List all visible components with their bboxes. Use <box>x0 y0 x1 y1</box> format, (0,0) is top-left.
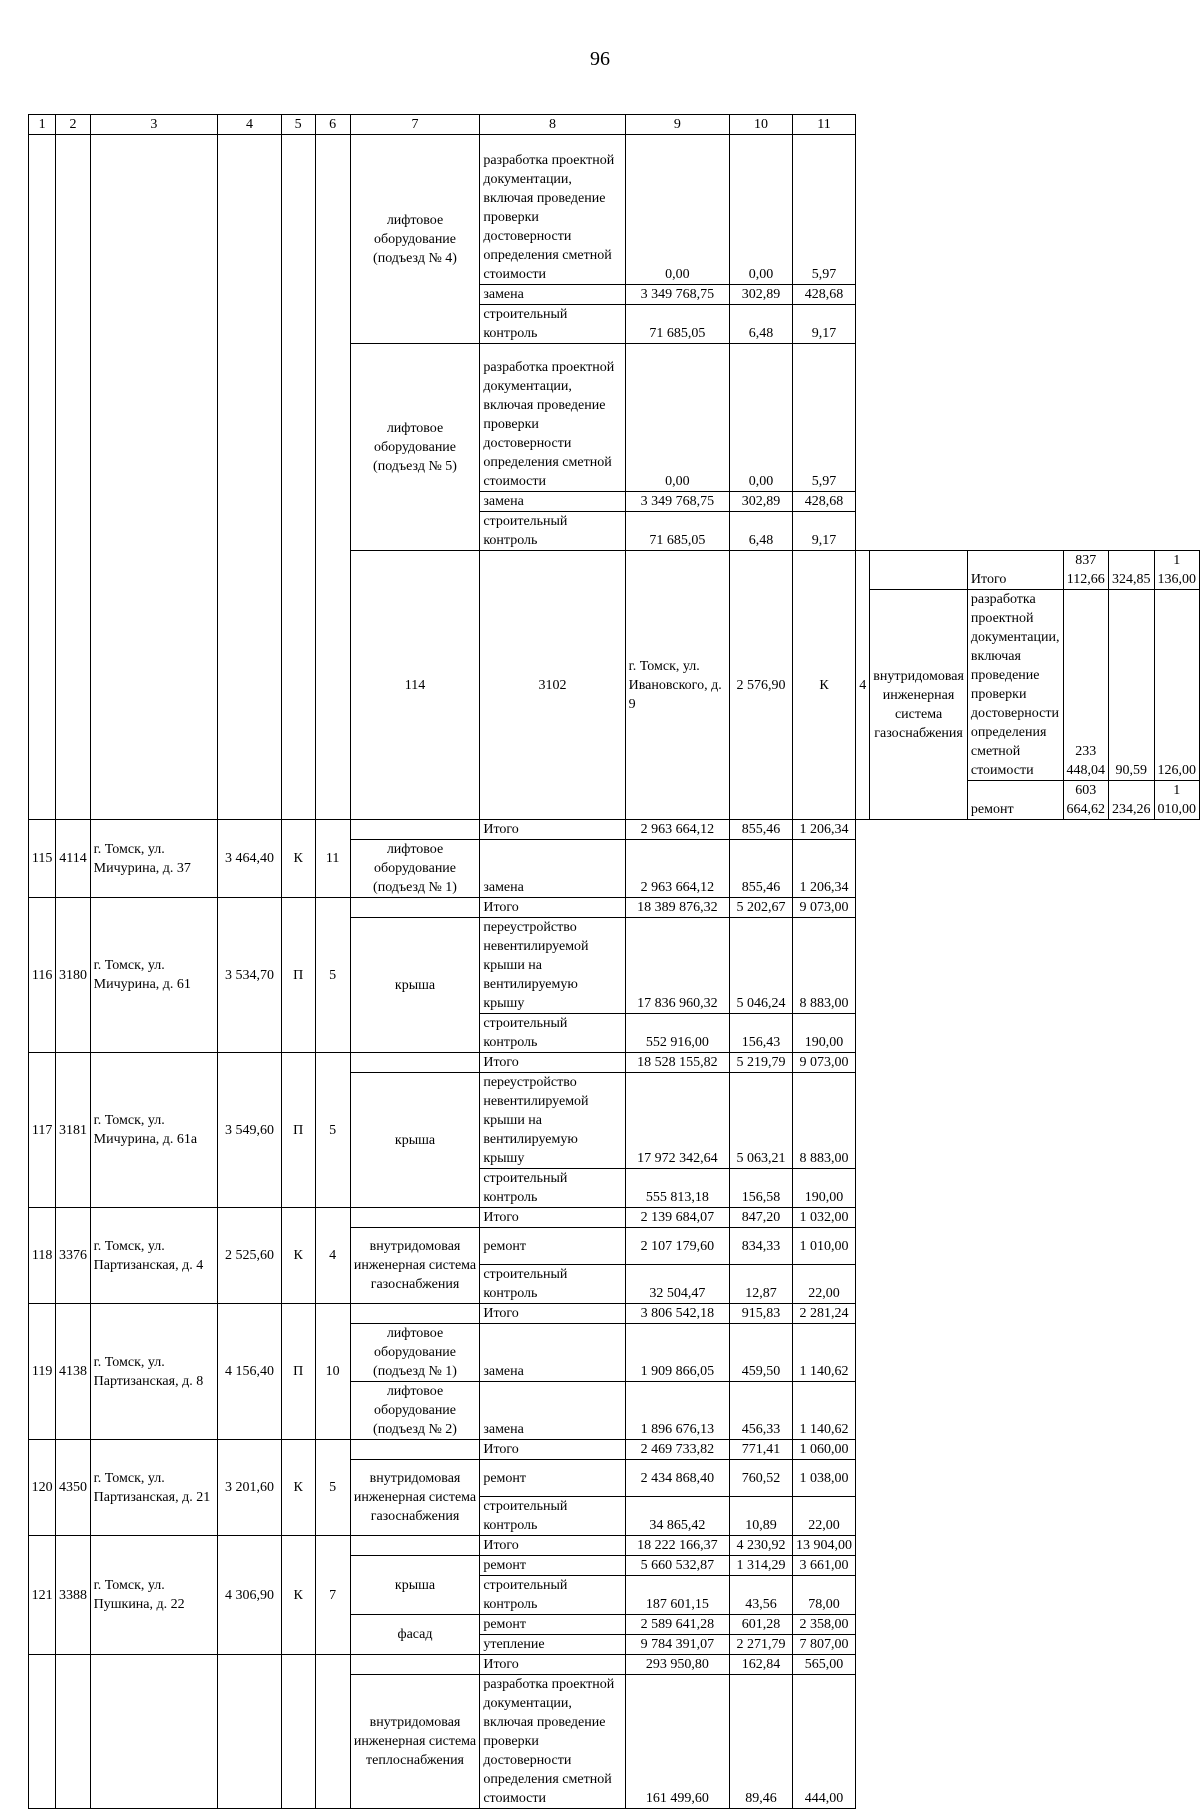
cost-per-area: 6,48 <box>730 512 793 551</box>
cost-per-area: 6,48 <box>730 305 793 344</box>
cost-per-area: 89,46 <box>730 1675 793 1809</box>
floors: 5 <box>315 898 350 1053</box>
work-type: ремонт <box>967 781 1063 820</box>
total-area: 3 201,60 <box>218 1440 282 1536</box>
element-name: крыша <box>350 1556 480 1615</box>
cost-per-area: 855,46 <box>730 840 793 898</box>
wall-type: П <box>281 1304 315 1440</box>
total-label: Итого <box>480 1208 625 1228</box>
total-label: Итого <box>480 1655 625 1675</box>
work-type: замена <box>480 840 625 898</box>
total-area: 3 534,70 <box>218 898 282 1053</box>
wall-type: П <box>281 898 315 1053</box>
work-type: переустройство невентилируемой крыши на вентилируемую крышу <box>480 1073 625 1169</box>
column-number: 11 <box>792 115 855 135</box>
repair-schedule-table <box>28 114 1200 1809</box>
cost-value: 0,00 <box>625 135 729 285</box>
wall-type: К <box>281 1208 315 1304</box>
address: г. Томск, ул. Пушкина, д. 22 <box>90 1536 218 1655</box>
cost-value: 2 139 684,07 <box>625 1208 729 1228</box>
wall-type: П <box>281 1053 315 1208</box>
cost-limit: 428,68 <box>792 492 855 512</box>
cost-value: 32 504,47 <box>625 1265 729 1304</box>
table-row <box>29 1536 1200 1556</box>
work-type: замена <box>480 1382 625 1440</box>
cost-limit: 190,00 <box>792 1014 855 1053</box>
floors: 10 <box>315 1304 350 1440</box>
cost-limit: 2 358,00 <box>792 1615 855 1635</box>
cost-per-area: 10,89 <box>730 1497 793 1536</box>
column-number-row <box>29 115 1200 135</box>
total-label: Итого <box>480 1536 625 1556</box>
cost-value: 555 813,18 <box>625 1169 729 1208</box>
element-name: лифтовое оборудование (подъезд № 5) <box>350 344 480 551</box>
wall-type: К <box>281 820 315 898</box>
cost-limit: 1 140,62 <box>792 1324 855 1382</box>
cost-value: 603 664,62 <box>1063 781 1109 820</box>
cost-per-area: 855,46 <box>730 820 793 840</box>
house-code: 4114 <box>56 820 90 898</box>
element-name: лифтовое оборудование (подъезд № 1) <box>350 840 480 898</box>
work-type: ремонт <box>480 1615 625 1635</box>
cost-limit: 1 010,00 <box>1154 781 1200 820</box>
work-type: переустройство невентилируемой крыши на вентилируемую крышу <box>480 918 625 1014</box>
house-code: 3376 <box>56 1208 90 1304</box>
cost-per-area: 5 046,24 <box>730 918 793 1014</box>
work-type: строительный контроль <box>480 1576 625 1615</box>
cost-per-area: 459,50 <box>730 1324 793 1382</box>
column-number: 5 <box>281 115 315 135</box>
house-code: 3181 <box>56 1053 90 1208</box>
cost-limit: 1 136,00 <box>1154 551 1200 590</box>
floors: 5 <box>315 1053 350 1208</box>
page-number: 96 <box>590 48 610 70</box>
cost-limit: 8 883,00 <box>792 1073 855 1169</box>
total-area: 4 306,90 <box>218 1536 282 1655</box>
element-name: крыша <box>350 918 480 1053</box>
cost-limit: 2 281,24 <box>792 1304 855 1324</box>
row-number: 115 <box>29 820 56 898</box>
work-type: разработка проектной документации, включая проведение проверки достоверности определения сметной стоимости <box>480 135 625 285</box>
row-number: 118 <box>29 1208 56 1304</box>
cost-limit: 1 140,62 <box>792 1382 855 1440</box>
table-row <box>29 820 1200 840</box>
element-name: внутридомовая инженерная система теплоснабжения <box>350 1675 480 1809</box>
address: г. Томск, ул. Ивановского, д. 9 <box>625 551 729 820</box>
cost-per-area: 915,83 <box>730 1304 793 1324</box>
table-row <box>29 135 1200 285</box>
element-name: внутридомовая инженерная система газоснабжения <box>350 1228 480 1304</box>
cost-per-area: 4 230,92 <box>730 1536 793 1556</box>
row-number: 121 <box>29 1536 56 1655</box>
work-type: ремонт <box>480 1228 625 1265</box>
cost-limit: 78,00 <box>792 1576 855 1615</box>
work-type: строительный контроль <box>480 305 625 344</box>
address: г. Томск, ул. Партизанская, д. 4 <box>90 1208 218 1304</box>
total-label: Итого <box>480 898 625 918</box>
cost-per-area: 5 063,21 <box>730 1073 793 1169</box>
floors: 4 <box>856 551 870 820</box>
table-row <box>29 1304 1200 1324</box>
cost-value: 18 389 876,32 <box>625 898 729 918</box>
column-number: 8 <box>480 115 625 135</box>
cost-value: 161 499,60 <box>625 1675 729 1809</box>
cost-per-area: 5 219,79 <box>730 1053 793 1073</box>
cost-per-area: 156,58 <box>730 1169 793 1208</box>
total-label: Итого <box>480 1440 625 1460</box>
cost-limit: 9 073,00 <box>792 898 855 918</box>
house-code: 4138 <box>56 1304 90 1440</box>
cost-per-area: 90,59 <box>1109 590 1155 781</box>
address: г. Томск, ул. Мичурина, д. 61 <box>90 898 218 1053</box>
total-area: 4 156,40 <box>218 1304 282 1440</box>
cost-per-area: 162,84 <box>730 1655 793 1675</box>
cost-limit: 9 073,00 <box>792 1053 855 1073</box>
cost-limit: 13 904,00 <box>792 1536 855 1556</box>
cost-value: 3 349 768,75 <box>625 285 729 305</box>
address: г. Томск, ул. Мичурина, д. 37 <box>90 820 218 898</box>
cost-limit: 5,97 <box>792 135 855 285</box>
work-type: замена <box>480 285 625 305</box>
cost-per-area: 456,33 <box>730 1382 793 1440</box>
work-type: разработка проектной документации, включая проведение проверки достоверности определения сметной стоимости <box>480 1675 625 1809</box>
total-area: 2 525,60 <box>218 1208 282 1304</box>
cost-limit: 3 661,00 <box>792 1556 855 1576</box>
cost-value: 2 963 664,12 <box>625 820 729 840</box>
cost-per-area: 302,89 <box>730 492 793 512</box>
element-name: крыша <box>350 1073 480 1208</box>
wall-type: К <box>281 1536 315 1655</box>
row-number: 114 <box>350 551 480 820</box>
cost-limit: 1 206,34 <box>792 820 855 840</box>
cost-value: 3 349 768,75 <box>625 492 729 512</box>
cost-limit: 565,00 <box>792 1655 855 1675</box>
cost-per-area: 2 271,79 <box>730 1635 793 1655</box>
wall-type: К <box>792 551 855 820</box>
table-row <box>29 1208 1200 1228</box>
work-type: разработка проектной документации, включая проведение проверки достоверности определения сметной стоимости <box>967 590 1063 781</box>
cost-limit: 22,00 <box>792 1265 855 1304</box>
element-name: внутридомовая инженерная система газоснабжения <box>350 1460 480 1536</box>
row-number: 120 <box>29 1440 56 1536</box>
cost-value: 71 685,05 <box>625 512 729 551</box>
column-number: 10 <box>730 115 793 135</box>
address: г. Томск, ул. Мичурина, д. 61а <box>90 1053 218 1208</box>
floors: 7 <box>315 1536 350 1655</box>
cost-per-area: 12,87 <box>730 1265 793 1304</box>
cost-value: 2 107 179,60 <box>625 1228 729 1265</box>
element-name: лифтовое оборудование (подъезд № 1) <box>350 1324 480 1382</box>
total-area: 2 576,90 <box>730 551 793 820</box>
cost-per-area: 234,26 <box>1109 781 1155 820</box>
total-area: 3 464,40 <box>218 820 282 898</box>
cost-per-area: 760,52 <box>730 1460 793 1497</box>
house-code: 3180 <box>56 898 90 1053</box>
cost-per-area: 0,00 <box>730 135 793 285</box>
total-label: Итого <box>480 820 625 840</box>
cost-limit: 9,17 <box>792 512 855 551</box>
row-number: 117 <box>29 1053 56 1208</box>
cost-per-area: 0,00 <box>730 344 793 492</box>
column-number: 4 <box>218 115 282 135</box>
cost-per-area: 43,56 <box>730 1576 793 1615</box>
cost-value: 9 784 391,07 <box>625 1635 729 1655</box>
cost-value: 0,00 <box>625 344 729 492</box>
cost-limit: 8 883,00 <box>792 918 855 1014</box>
work-type: строительный контроль <box>480 1497 625 1536</box>
cost-limit: 1 010,00 <box>792 1228 855 1265</box>
total-area: 3 549,60 <box>218 1053 282 1208</box>
element-name: фасад <box>350 1615 480 1655</box>
cost-limit: 444,00 <box>792 1675 855 1809</box>
floors: 5 <box>315 1440 350 1536</box>
cost-value: 2 469 733,82 <box>625 1440 729 1460</box>
work-type: ремонт <box>480 1460 625 1497</box>
column-number: 9 <box>625 115 729 135</box>
total-label: Итого <box>480 1304 625 1324</box>
element-name: лифтовое оборудование (подъезд № 4) <box>350 135 480 344</box>
cost-value: 5 660 532,87 <box>625 1556 729 1576</box>
cost-limit: 190,00 <box>792 1169 855 1208</box>
table-row <box>29 1053 1200 1073</box>
cost-value: 233 448,04 <box>1063 590 1109 781</box>
cost-per-area: 156,43 <box>730 1014 793 1053</box>
cost-value: 18 528 155,82 <box>625 1053 729 1073</box>
cost-value: 3 806 542,18 <box>625 1304 729 1324</box>
cost-per-area: 5 202,67 <box>730 898 793 918</box>
cost-limit: 428,68 <box>792 285 855 305</box>
cost-per-area: 834,33 <box>730 1228 793 1265</box>
wall-type: К <box>281 1440 315 1536</box>
cost-limit: 1 038,00 <box>792 1460 855 1497</box>
work-type: замена <box>480 1324 625 1382</box>
column-number: 2 <box>56 115 90 135</box>
cost-value: 187 601,15 <box>625 1576 729 1615</box>
cost-value: 2 434 868,40 <box>625 1460 729 1497</box>
row-number: 116 <box>29 898 56 1053</box>
column-number: 3 <box>90 115 218 135</box>
table-row <box>29 1440 1200 1460</box>
cost-limit: 7 807,00 <box>792 1635 855 1655</box>
floors: 11 <box>315 820 350 898</box>
table-row <box>29 898 1200 918</box>
row-number: 119 <box>29 1304 56 1440</box>
cost-value: 837 112,66 <box>1063 551 1109 590</box>
cost-limit: 22,00 <box>792 1497 855 1536</box>
table-row <box>29 1655 1200 1675</box>
cost-limit: 126,00 <box>1154 590 1200 781</box>
work-type: строительный контроль <box>480 1169 625 1208</box>
cost-per-area: 771,41 <box>730 1440 793 1460</box>
cost-per-area: 302,89 <box>730 285 793 305</box>
element-name: внутридомовая инженерная система газоснабжения <box>870 590 968 820</box>
floors: 4 <box>315 1208 350 1304</box>
cost-per-area: 1 314,29 <box>730 1556 793 1576</box>
cost-limit: 5,97 <box>792 344 855 492</box>
cost-value: 17 836 960,32 <box>625 918 729 1014</box>
work-type: утепление <box>480 1635 625 1655</box>
house-code: 3388 <box>56 1536 90 1655</box>
cost-value: 2 963 664,12 <box>625 840 729 898</box>
work-type: замена <box>480 492 625 512</box>
work-type: строительный контроль <box>480 512 625 551</box>
cost-limit: 1 060,00 <box>792 1440 855 1460</box>
work-type: ремонт <box>480 1556 625 1576</box>
work-type: строительный контроль <box>480 1265 625 1304</box>
column-number: 1 <box>29 115 56 135</box>
cost-value: 34 865,42 <box>625 1497 729 1536</box>
cost-value: 552 916,00 <box>625 1014 729 1053</box>
cost-per-area: 847,20 <box>730 1208 793 1228</box>
cost-per-area: 324,85 <box>1109 551 1155 590</box>
work-type: разработка проектной документации, включая проведение проверки достоверности определения сметной стоимости <box>480 344 625 492</box>
cost-value: 2 589 641,28 <box>625 1615 729 1635</box>
cost-value: 17 972 342,64 <box>625 1073 729 1169</box>
column-number: 6 <box>315 115 350 135</box>
cost-value: 293 950,80 <box>625 1655 729 1675</box>
column-number: 7 <box>350 115 480 135</box>
cost-value: 18 222 166,37 <box>625 1536 729 1556</box>
total-label: Итого <box>480 1053 625 1073</box>
cost-limit: 9,17 <box>792 305 855 344</box>
cost-limit: 1 206,34 <box>792 840 855 898</box>
cost-per-area: 601,28 <box>730 1615 793 1635</box>
address: г. Томск, ул. Партизанская, д. 8 <box>90 1304 218 1440</box>
cost-value: 71 685,05 <box>625 305 729 344</box>
element-name: лифтовое оборудование (подъезд № 2) <box>350 1382 480 1440</box>
cost-value: 1 896 676,13 <box>625 1382 729 1440</box>
cost-limit: 1 032,00 <box>792 1208 855 1228</box>
house-code: 3102 <box>480 551 625 820</box>
address: г. Томск, ул. Партизанская, д. 21 <box>90 1440 218 1536</box>
total-label: Итого <box>967 551 1063 590</box>
cost-value: 1 909 866,05 <box>625 1324 729 1382</box>
house-code: 4350 <box>56 1440 90 1536</box>
work-type: строительный контроль <box>480 1014 625 1053</box>
